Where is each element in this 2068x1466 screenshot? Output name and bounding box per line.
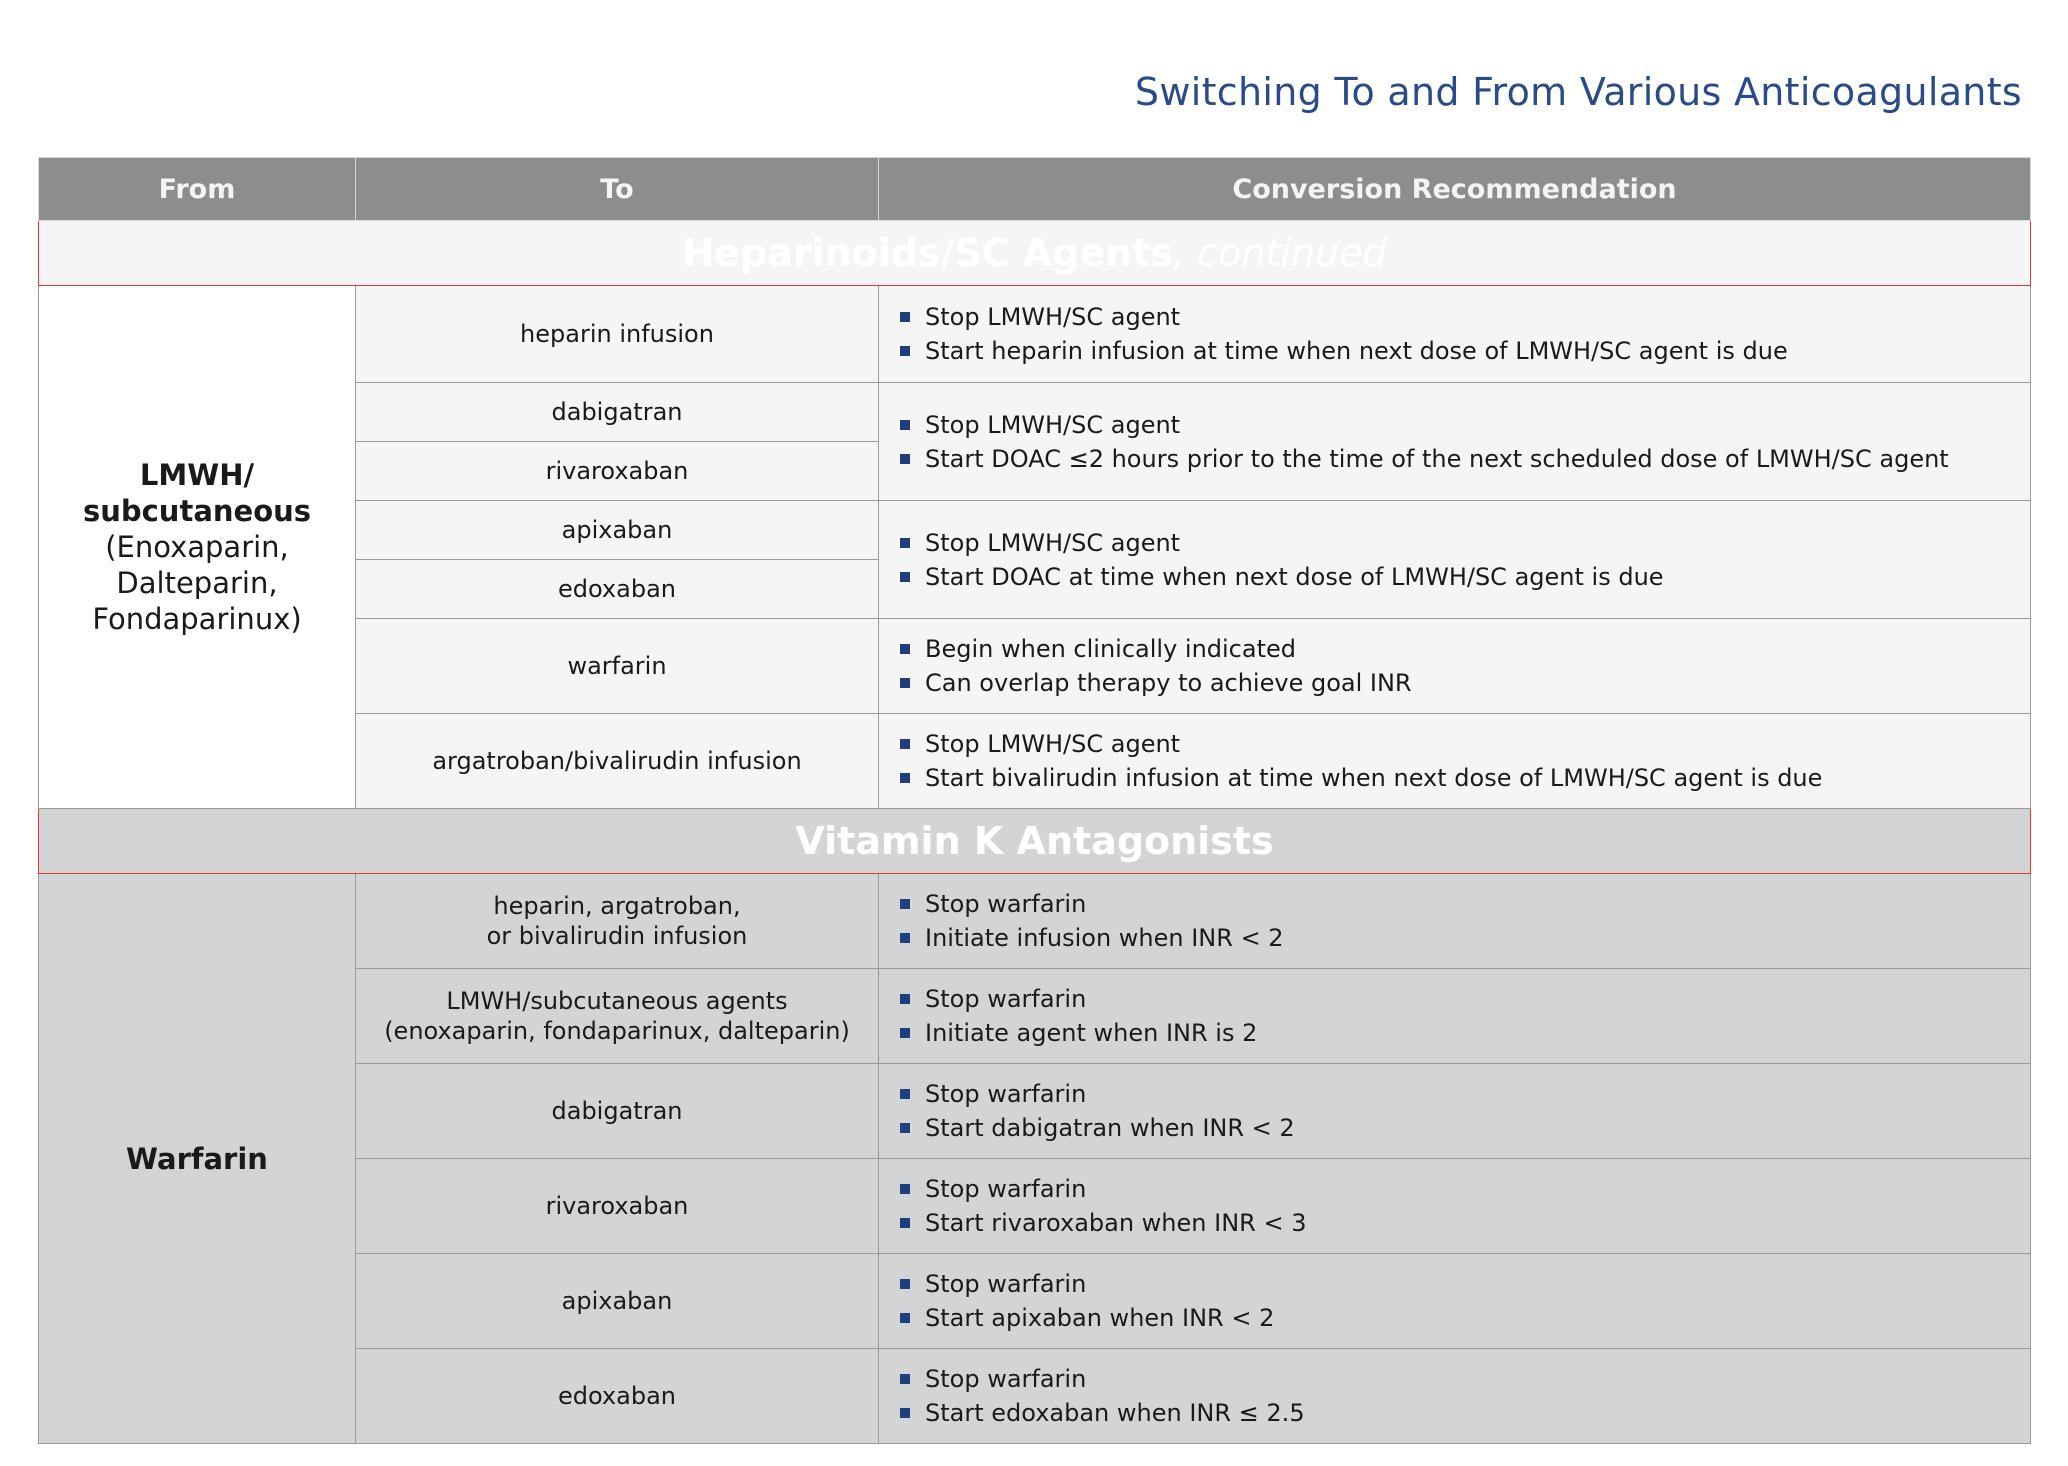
list-item: Stop warfarin bbox=[897, 1172, 2018, 1206]
from-drug-class: LMWH/ subcutaneous bbox=[82, 458, 312, 528]
to-cell: heparin infusion bbox=[356, 286, 879, 383]
from-drug-examples: (Enoxaparin, Dalteparin, Fondaparinux) bbox=[92, 530, 302, 636]
to-cell: heparin, argatroban, or bivalirudin infusion bbox=[356, 874, 879, 969]
to-cell: warfarin bbox=[356, 619, 879, 714]
list-item: Start DOAC ≤2 hours prior to the time of the next scheduled dose of LMWH/SC agent bbox=[897, 442, 2018, 476]
recommendation-cell bbox=[879, 383, 2031, 501]
header-row bbox=[39, 158, 2031, 221]
to-cell: dabigatran bbox=[356, 383, 879, 442]
recommendation-cell bbox=[879, 874, 2031, 969]
section-vitamin-k bbox=[39, 809, 2031, 1444]
header-recommendation: Conversion Recommendation bbox=[879, 158, 2031, 221]
from-drug-class: Warfarin bbox=[126, 1141, 268, 1176]
recommendation-cell bbox=[879, 969, 2031, 1064]
recommendation-cell bbox=[879, 619, 2031, 714]
list-item: Can overlap therapy to achieve goal INR bbox=[897, 666, 2018, 700]
recommendation-cell bbox=[879, 286, 2031, 383]
list-item: Stop warfarin bbox=[897, 1077, 2018, 1111]
table-row bbox=[39, 286, 2031, 383]
from-cell bbox=[39, 874, 356, 1444]
to-cell: edoxaban bbox=[356, 1349, 879, 1444]
section-title: Vitamin K Antagonists bbox=[39, 809, 2031, 874]
list-item: Stop LMWH/SC agent bbox=[897, 300, 2018, 334]
list-item: Start rivaroxaban when INR < 3 bbox=[897, 1206, 2018, 1240]
to-cell: LMWH/subcutaneous agents (enoxaparin, fondaparinux, dalteparin) bbox=[356, 969, 879, 1064]
list-item: Begin when clinically indicated bbox=[897, 632, 2018, 666]
list-item: Stop warfarin bbox=[897, 982, 2018, 1016]
list-item: Start edoxaban when INR ≤ 2.5 bbox=[897, 1396, 2018, 1430]
list-item: Stop LMWH/SC agent bbox=[897, 408, 2018, 442]
to-cell: argatroban/bivalirudin infusion bbox=[356, 714, 879, 809]
list-item: Start bivalirudin infusion at time when next dose of LMWH/SC agent is due bbox=[897, 761, 2018, 795]
list-item: Stop LMWH/SC agent bbox=[897, 727, 2018, 761]
recommendation-cell bbox=[879, 1349, 2031, 1444]
to-cell: apixaban bbox=[356, 1254, 879, 1349]
to-cell: apixaban bbox=[356, 501, 879, 560]
recommendation-cell bbox=[879, 1254, 2031, 1349]
recommendation-cell bbox=[879, 1064, 2031, 1159]
recommendation-cell bbox=[879, 501, 2031, 619]
section-header bbox=[39, 221, 2031, 286]
list-item: Start heparin infusion at time when next dose of LMWH/SC agent is due bbox=[897, 334, 2018, 368]
from-cell bbox=[39, 286, 356, 809]
list-item: Initiate infusion when INR < 2 bbox=[897, 921, 2018, 955]
page-title: Switching To and From Various Anticoagulants bbox=[1134, 70, 2022, 114]
to-cell: rivaroxaban bbox=[356, 442, 879, 501]
conversion-table bbox=[38, 157, 2031, 1444]
section-header bbox=[39, 809, 2031, 874]
list-item: Stop warfarin bbox=[897, 887, 2018, 921]
list-item: Start apixaban when INR < 2 bbox=[897, 1301, 2018, 1335]
table-row bbox=[39, 874, 2031, 969]
to-cell: rivaroxaban bbox=[356, 1159, 879, 1254]
list-item: Stop LMWH/SC agent bbox=[897, 526, 2018, 560]
header-from: From bbox=[39, 158, 356, 221]
section-heparinoids bbox=[39, 221, 2031, 809]
list-item: Stop warfarin bbox=[897, 1267, 2018, 1301]
recommendation-cell bbox=[879, 1159, 2031, 1254]
to-cell: edoxaban bbox=[356, 560, 879, 619]
list-item: Start dabigatran when INR < 2 bbox=[897, 1111, 2018, 1145]
section-title: Heparinoids/SC Agents, continued bbox=[39, 221, 2031, 286]
list-item: Initiate agent when INR is 2 bbox=[897, 1016, 2018, 1050]
to-cell: dabigatran bbox=[356, 1064, 879, 1159]
recommendation-cell bbox=[879, 714, 2031, 809]
header-to: To bbox=[356, 158, 879, 221]
list-item: Start DOAC at time when next dose of LMWH/SC agent is due bbox=[897, 560, 2018, 594]
list-item: Stop warfarin bbox=[897, 1362, 2018, 1396]
